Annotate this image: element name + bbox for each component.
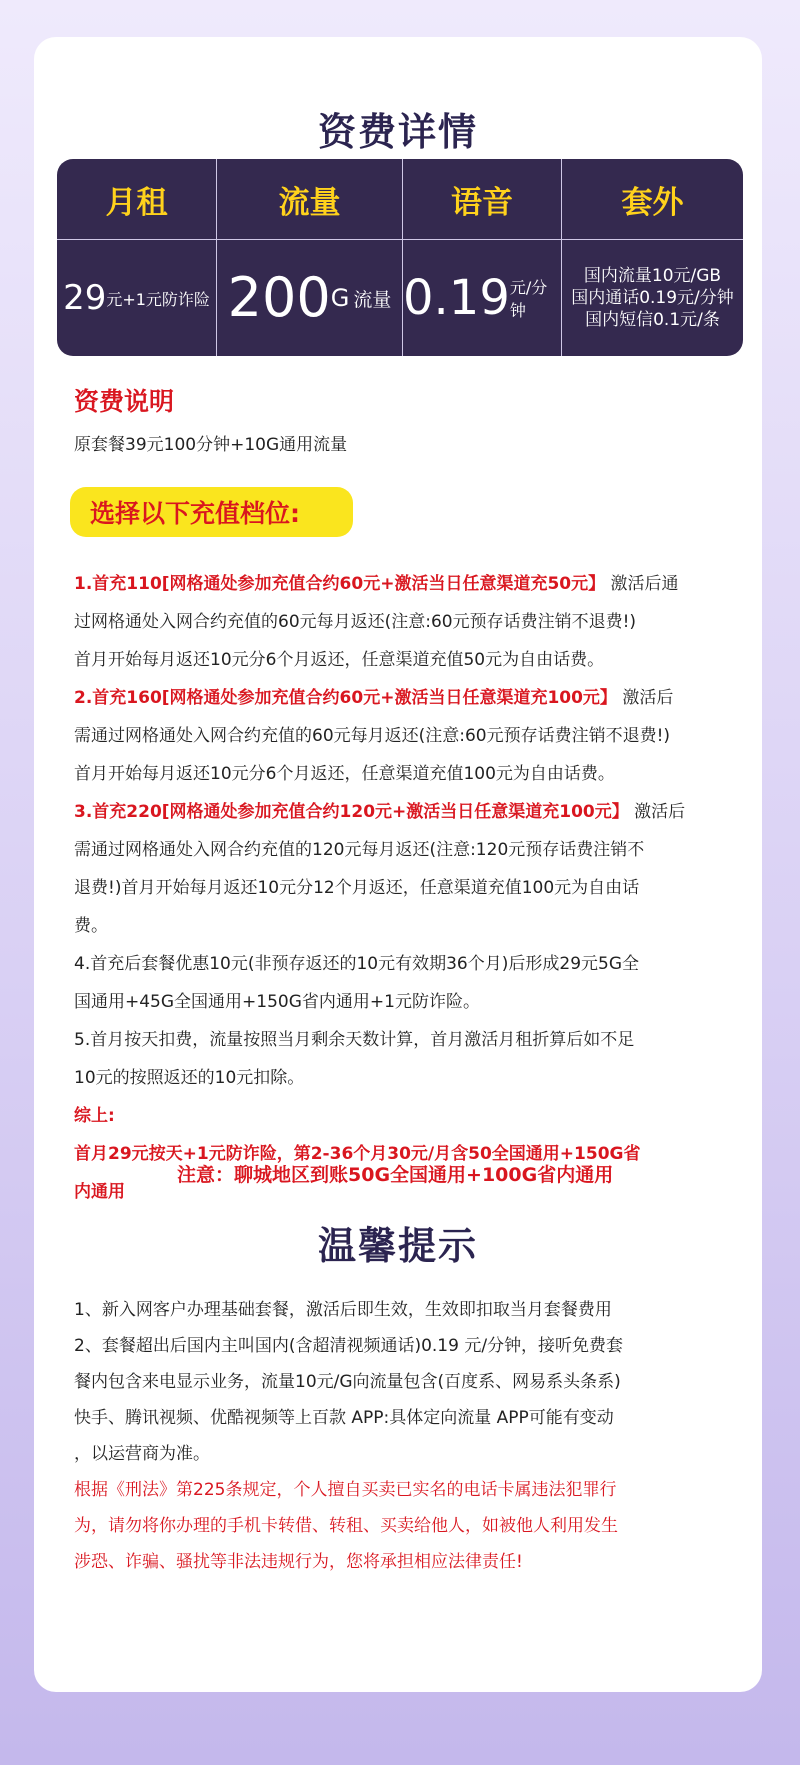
item-text: 国通用+45G全国通用+150G省内通用+1元防诈险。 [74,992,480,1012]
summary-line: 内通用 [74,1182,125,1202]
item-text: 激活后通 [610,574,679,594]
tip-line: 1、新入网客户办理基础套餐，激活后即生效，生效即扣取当月套餐费用 [74,1300,612,1320]
item-text: 4.首充后套餐优惠10元(非预存返还的10元有效期36个月)后形成29元5G全 [74,954,639,974]
tips-title: 温馨提示 [317,1224,478,1268]
recharge-tier-banner [70,487,353,537]
recharge-item [74,679,729,793]
tip-line: 快手、腾讯视频、优酷视频等上百款 APP:具体定向流量 APP可能有变动 [74,1408,614,1428]
voice-cell [403,240,561,356]
extra-line: 国内流量10元/GB [583,266,722,286]
content-card [34,37,762,1692]
extra-line: 国内短信0.1元/条 [585,310,720,330]
item-text: 首月开始每月返还10元分6个月返还，任意渠道充值50元为自由话费。 [74,650,605,670]
item-text: 过网格通处入网合约充值的60元每月返还(注意:60元预存话费注销不退费!) [74,612,637,632]
region-note: 注意：聊城地区到账50G全国通用+100G省内通用 [177,1164,614,1186]
tips-block [74,1292,734,1580]
voice-unit: 元/分钟 [509,278,548,320]
item-5 [74,1021,729,1097]
data-cell [217,240,402,356]
item-highlight: 2.首充160[网格通处参加充值合约60元+激活当日任意渠道充100元】 [74,688,617,708]
item-text: 需通过网格通处入网合约充值的120元每月返还(注意:120元预存话费注销不 [74,840,645,860]
data-value: 200 [227,266,331,329]
rent-cell [57,240,216,356]
fee-desc-title: 资费说明 [74,387,175,416]
item-text: 激活后 [634,802,686,822]
item-4 [74,945,729,1021]
item-text: 退费!)首月开始每月返还10元分12个月返还，任意渠道充值100元为自由话 [74,878,640,898]
header-voice: 语音 [451,184,513,221]
item-text: 费。 [74,916,108,936]
tip-line: 2、套餐超出后国内主叫国内(含超清视频通话)0.19 元/分钟，接听免费套 [74,1336,624,1356]
header-rent: 月租 [105,184,168,221]
tip-line: ，以运营商为准。 [74,1444,210,1464]
legal-line: 涉恐、诈骗、骚扰等非法违规行为，您将承担相应法律责任! [74,1552,523,1572]
recharge-item [74,565,729,679]
item-text: 5.首月按天扣费，流量按照当月剩余天数计算，首月激活月租折算后如不足 [74,1030,635,1050]
item-text: 首月开始每月返还10元分6个月返还，任意渠道充值100元为自由话费。 [74,764,615,784]
legal-line: 为，请勿将你办理的手机卡转借、转租、买卖给他人，如被他人利用发生 [74,1516,618,1536]
header-extra: 套外 [621,184,684,221]
extra-cell [562,240,743,356]
voice-value: 0.19 [403,270,510,326]
summary-line: 首月29元按天+1元防诈险，第2-36个月30元/月含50全国通用+150G省 [74,1144,641,1164]
header-data: 流量 [278,184,341,221]
item-highlight: 1.首充110[网格通处参加充值合约60元+激活当日任意渠道充50元】 [74,574,606,594]
rent-suffix: 元+1元防诈险 [106,289,210,309]
recharge-item [74,793,729,945]
item-text: 需通过网格通处入网合约充值的60元每月返还(注意:60元预存话费注销不退费!) [74,726,671,746]
rent-value: 29 [63,278,107,318]
extra-line: 国内通话0.19元/分钟 [571,288,734,308]
page-title: 资费详情 [317,110,478,154]
summary-block [74,1097,729,1211]
recharge-tier-label: 选择以下充值档位: [90,499,300,528]
item-text: 激活后 [622,688,674,708]
tip-line: 餐内包含来电显示业务，流量10元/G向流量包含(百度系、网易系头条系) [74,1372,621,1392]
data-suffix: 流量 [353,288,392,311]
item-highlight: 3.首充220[网格通处参加充值合约120元+激活当日任意渠道充100元】 [74,802,629,822]
item-text: 10元的按照返还的10元扣除。 [74,1068,305,1088]
data-unit: G [330,284,350,312]
tariff-table [57,159,743,356]
legal-line: 根据《刑法》第225条规定，个人擅自买卖已实名的电话卡属违法犯罪行 [74,1480,617,1500]
summary-label: 综上: [74,1106,115,1126]
base-plan-text: 原套餐39元100分钟+10G通用流量 [74,435,348,455]
